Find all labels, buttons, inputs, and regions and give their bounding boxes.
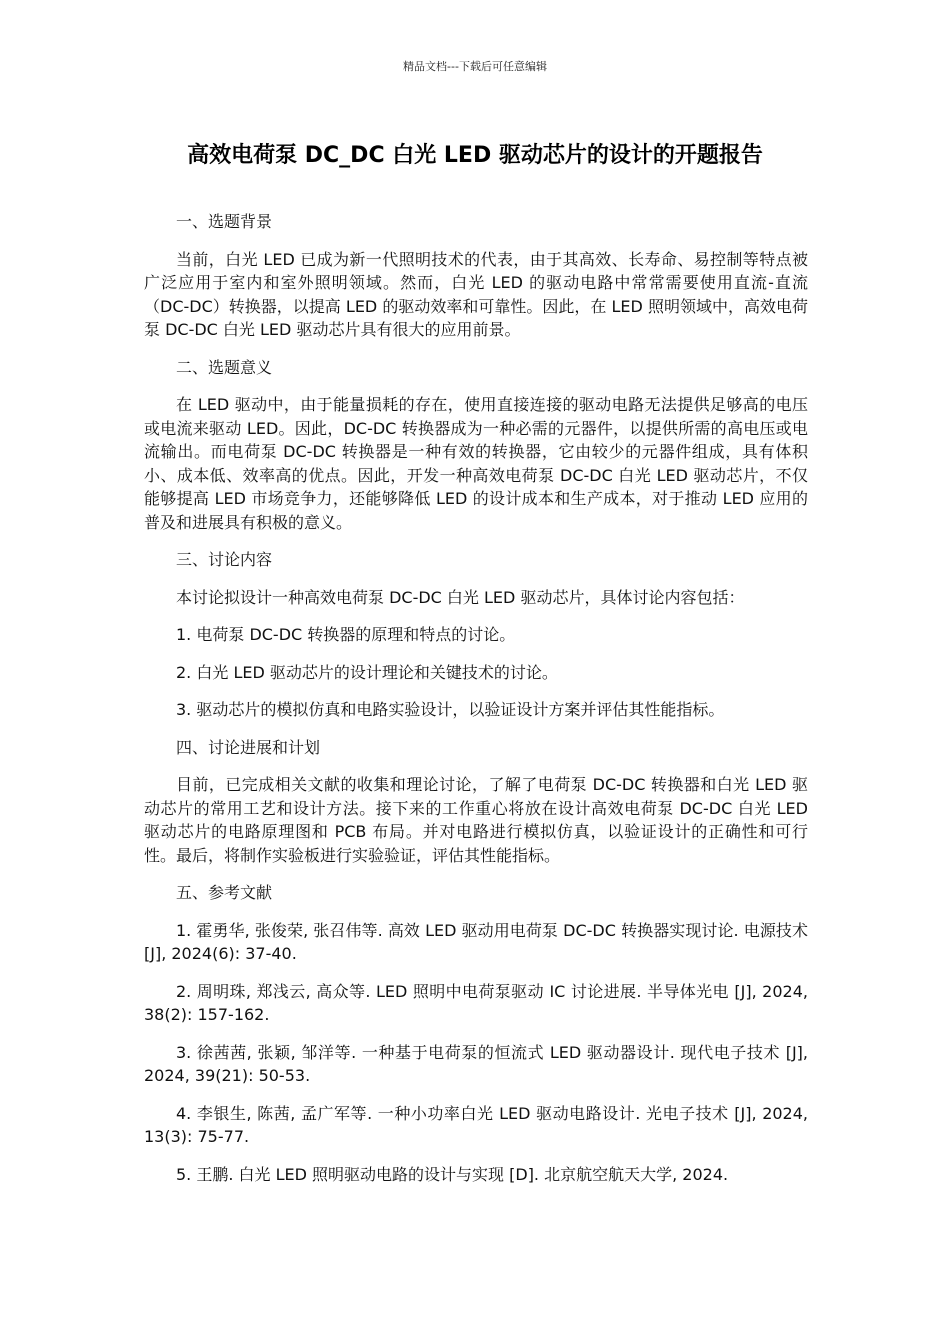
section-heading-progress: 四、讨论进展和计划 xyxy=(176,737,321,757)
section-heading-background: 一、选题背景 xyxy=(176,212,273,231)
content-list-item: 1. 电荷泵 DC-DC 转换器的原理和特点的讨论。 xyxy=(176,625,516,644)
content-list-item: 3. 驱动芯片的模拟仿真和电路实验设计，以验证设计方案并评估其性能指标。 xyxy=(176,700,725,719)
header-note: 精品文档---下载后可任意编辑 xyxy=(403,60,547,73)
reference-item: 1. 霍勇华, 张俊荣, 张召伟等. 高效 LED 驱动用电荷泵 DC-DC 转换器实现讨论. 电源技术 [J], 2024(6): 37-40. xyxy=(144,920,808,963)
content-list-item: 2. 白光 LED 驱动芯片的设计理论和关键技术的讨论。 xyxy=(176,662,558,682)
reference-item: 4. 李银生, 陈茜, 孟广军等. 一种小功率白光 LED 驱动电路设计. 光电子技术 [J], 2024, 13(3): 75-77. xyxy=(144,1103,808,1146)
section-text-significance: 在 LED 驱动中，由于能量损耗的存在，使用直接连接的驱动电路无法提供足够高的电压或电流来驱动 LED。因此，DC-DC 转换器成为一种必需的元器件，以提供所需的高电压或电流输出。而电荷泵 DC-DC 转换器是一种有效的转换器，它由较少的元器件组成，具有体积小、成本低、效率高的优点。因此，开发一种高效电荷泵 DC-DC 白光 LED 驱动芯片，不仅能够提高 LED 市场竞争力，还能够降低 LED 的设计成本和生产成本，对于推动 LED 应用的普及和进展具有积极的意义。 xyxy=(144,395,808,532)
section-heading-content: 三、讨论内容 xyxy=(176,550,273,569)
reference-item: 2. 周明珠, 郑浅云, 高众等. LED 照明中电荷泵驱动 IC 讨论进展. 半导体光电 [J], 2024, 38(2): 157-162. xyxy=(144,981,808,1024)
document-body xyxy=(144,210,808,1200)
reference-item: 5. 王鹏. 白光 LED 照明驱动电路的设计与实现 [D]. 北京航空航天大学, 2024. xyxy=(176,1164,729,1184)
document-title: 高效电荷泵 DC_DC 白光 LED 驱动芯片的设计的开题报告 xyxy=(187,143,763,168)
section-heading-references: 五、参考文献 xyxy=(176,883,273,902)
section-text-background: 当前，白光 LED 已成为新一代照明技术的代表，由于其高效、长寿命、易控制等特点被广泛应用于室内和室外照明领域。然而，白光 LED 的驱动电路中常常需要使用直流-直流（DC-DC）转换器，以提高 LED 的驱动效率和可靠性。因此，在 LED 照明领域中，高效电荷泵 DC-DC 白光 LED 驱动芯片具有很大的应用前景。 xyxy=(144,249,808,339)
reference-item: 3. 徐茜茜, 张颖, 邹洋等. 一种基于电荷泵的恒流式 LED 驱动器设计. 现代电子技术 [J], 2024, 39(21): 50-53. xyxy=(144,1042,808,1085)
section-intro-content: 本讨论拟设计一种高效电荷泵 DC-DC 白光 LED 驱动芯片，具体讨论内容包括： xyxy=(176,587,745,607)
section-heading-significance: 二、选题意义 xyxy=(176,357,273,377)
section-text-progress: 目前，已完成相关文献的收集和理论讨论，了解了电荷泵 DC-DC 转换器和白光 LED 驱动芯片的常用工艺和设计方法。接下来的工作重心将放在设计高效电荷泵 DC-DC 白光 LED 驱动芯片的电路原理图和 PCB 布局。并对电路进行模拟仿真，以验证设计的正确性和可行性。最后，将制作实验板进行实验验证，评估其性能指标。 xyxy=(144,775,808,865)
